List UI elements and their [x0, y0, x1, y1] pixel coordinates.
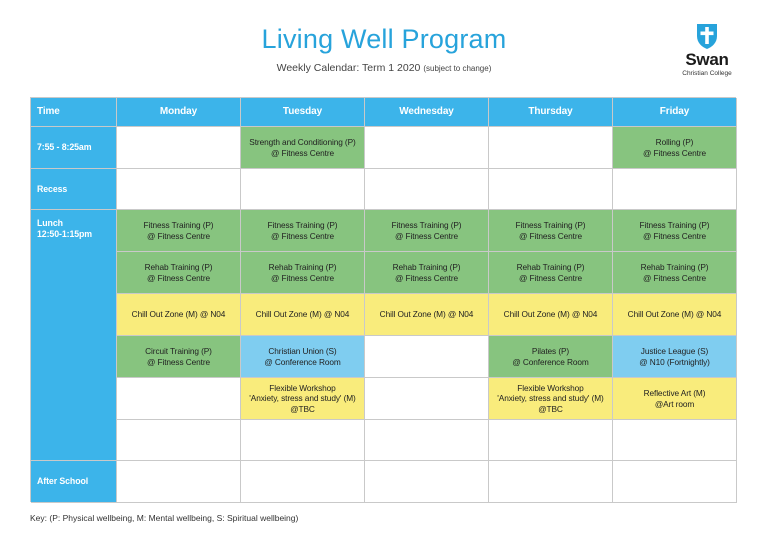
activity-title: Fitness Training (P): [515, 220, 586, 230]
activity-title: Rehab Training (P): [640, 262, 709, 272]
activity-title: Rolling (P): [655, 137, 694, 147]
activity-subtitle: 'Anxiety, stress and study' (M): [497, 393, 604, 404]
activity-title: Christian Union (S): [268, 346, 337, 356]
activity-location: @ Conference Room: [264, 356, 341, 367]
day-header-monday: Monday: [117, 98, 241, 127]
activity-fitness-training: [117, 210, 241, 252]
activity-title: Pilates (P): [531, 346, 570, 356]
logo-name: Swan: [685, 50, 729, 69]
weekly-calendar: [30, 97, 736, 502]
activity-location: @ Fitness Centre: [642, 230, 707, 241]
activity-location: @ Fitness Centre: [394, 230, 459, 241]
activity-subtitle: 'Anxiety, stress and study' (M): [249, 393, 356, 404]
page-subtitle: [0, 62, 768, 74]
calendar-cell: [489, 127, 613, 169]
activity-location: @ Fitness Centre: [394, 272, 459, 283]
activity-location: @ Conference Room: [512, 356, 589, 367]
activity-title: Justice League (S): [640, 346, 709, 356]
activity-location: @ Fitness Centre: [642, 147, 707, 158]
activity-rehab-training: [613, 252, 737, 294]
activity-reflective-art: [613, 378, 737, 420]
calendar-cell: [489, 169, 613, 210]
activity-flexible-workshop: [489, 378, 613, 420]
activity-title: Circuit Training (P): [145, 346, 212, 356]
subtitle-note: (subject to change): [423, 64, 492, 73]
calendar-cell: [613, 169, 737, 210]
activity-title: Reflective Art (M): [643, 388, 706, 398]
activity-title: Strength and Conditioning (P): [249, 137, 356, 147]
activity-rehab-training: [241, 252, 365, 294]
activity-location: @ Fitness Centre: [518, 230, 583, 241]
calendar-cell: [613, 461, 737, 503]
time-after-school: After School: [31, 461, 117, 503]
calendar-cell: [365, 461, 489, 503]
activity-location: @ Fitness Centre: [270, 272, 335, 283]
lunch-label: Lunch: [37, 218, 63, 228]
legend-key: Key: (P: Physical wellbeing, M: Mental wellbeing, S: Spiritual wellbeing): [30, 513, 299, 523]
calendar-cell: [489, 420, 613, 461]
calendar-cell: [365, 127, 489, 169]
activity-pilates: [489, 336, 613, 378]
activity-fitness-training: [489, 210, 613, 252]
activity-title: Fitness Training (P): [143, 220, 214, 230]
activity-justice-league: [613, 336, 737, 378]
calendar-cell: [365, 378, 489, 420]
calendar-cell: [241, 169, 365, 210]
activity-rehab-training: [365, 252, 489, 294]
activity-title: Rehab Training (P): [516, 262, 585, 272]
activity-title: Rehab Training (P): [392, 262, 461, 272]
day-header-tuesday: Tuesday: [241, 98, 365, 127]
activity-location: @ Fitness Centre: [146, 356, 211, 367]
subtitle-text: Weekly Calendar: Term 1 2020: [276, 62, 421, 74]
activity-title: Rehab Training (P): [144, 262, 213, 272]
activity-strength-conditioning: [241, 127, 365, 169]
school-logo: [672, 22, 742, 82]
calendar-cell: [365, 169, 489, 210]
day-header-wednesday: Wednesday: [365, 98, 489, 127]
calendar-cell: [365, 336, 489, 378]
activity-location: @ Fitness Centre: [518, 272, 583, 283]
calendar-cell: [117, 169, 241, 210]
activity-location: @TBC: [290, 403, 315, 414]
activity-location: @ Fitness Centre: [146, 230, 211, 241]
activity-chill-out-zone: Chill Out Zone (M) @ N04: [241, 294, 365, 336]
activity-rolling: [613, 127, 737, 169]
time-morning: 7:55 - 8:25am: [31, 127, 117, 169]
calendar-cell: [117, 420, 241, 461]
activity-location: @ Fitness Centre: [270, 147, 335, 158]
activity-fitness-training: [613, 210, 737, 252]
time-lunch: [31, 210, 117, 461]
activity-title: Rehab Training (P): [268, 262, 337, 272]
activity-fitness-training: [241, 210, 365, 252]
activity-location: @ Fitness Centre: [642, 272, 707, 283]
calendar-cell: [241, 420, 365, 461]
time-header: Time: [31, 98, 117, 127]
activity-rehab-training: [489, 252, 613, 294]
activity-chill-out-zone: Chill Out Zone (M) @ N04: [365, 294, 489, 336]
day-header-thursday: Thursday: [489, 98, 613, 127]
activity-title: Fitness Training (P): [267, 220, 338, 230]
activity-location: @ N10 (Fortnightly): [639, 356, 710, 367]
calendar-cell: [365, 420, 489, 461]
logo-subname: Christian College: [682, 70, 732, 77]
lunch-time: 12:50-1:15pm: [37, 228, 93, 239]
activity-circuit-training: [117, 336, 241, 378]
activity-location: @TBC: [538, 403, 563, 414]
activity-flexible-workshop: [241, 378, 365, 420]
calendar-cell: [489, 461, 613, 503]
activity-christian-union: [241, 336, 365, 378]
day-header-friday: Friday: [613, 98, 737, 127]
activity-location: @ Fitness Centre: [270, 230, 335, 241]
cross-shield-icon: [695, 22, 719, 50]
activity-chill-out-zone: Chill Out Zone (M) @ N04: [117, 294, 241, 336]
activity-location: @ Fitness Centre: [146, 272, 211, 283]
activity-rehab-training: [117, 252, 241, 294]
activity-title: Flexible Workshop: [517, 382, 584, 393]
activity-chill-out-zone: Chill Out Zone (M) @ N04: [613, 294, 737, 336]
calendar-cell: [241, 461, 365, 503]
time-recess: Recess: [31, 169, 117, 210]
calendar-cell: [613, 420, 737, 461]
activity-title: Fitness Training (P): [639, 220, 710, 230]
calendar-cell: [117, 127, 241, 169]
page-title: Living Well Program: [261, 24, 507, 54]
activity-title: Flexible Workshop: [269, 382, 336, 393]
calendar-cell: [117, 461, 241, 503]
activity-chill-out-zone: Chill Out Zone (M) @ N04: [489, 294, 613, 336]
activity-fitness-training: [365, 210, 489, 252]
activity-title: Fitness Training (P): [391, 220, 462, 230]
activity-location: @Art room: [654, 398, 695, 409]
calendar-cell: [117, 378, 241, 420]
